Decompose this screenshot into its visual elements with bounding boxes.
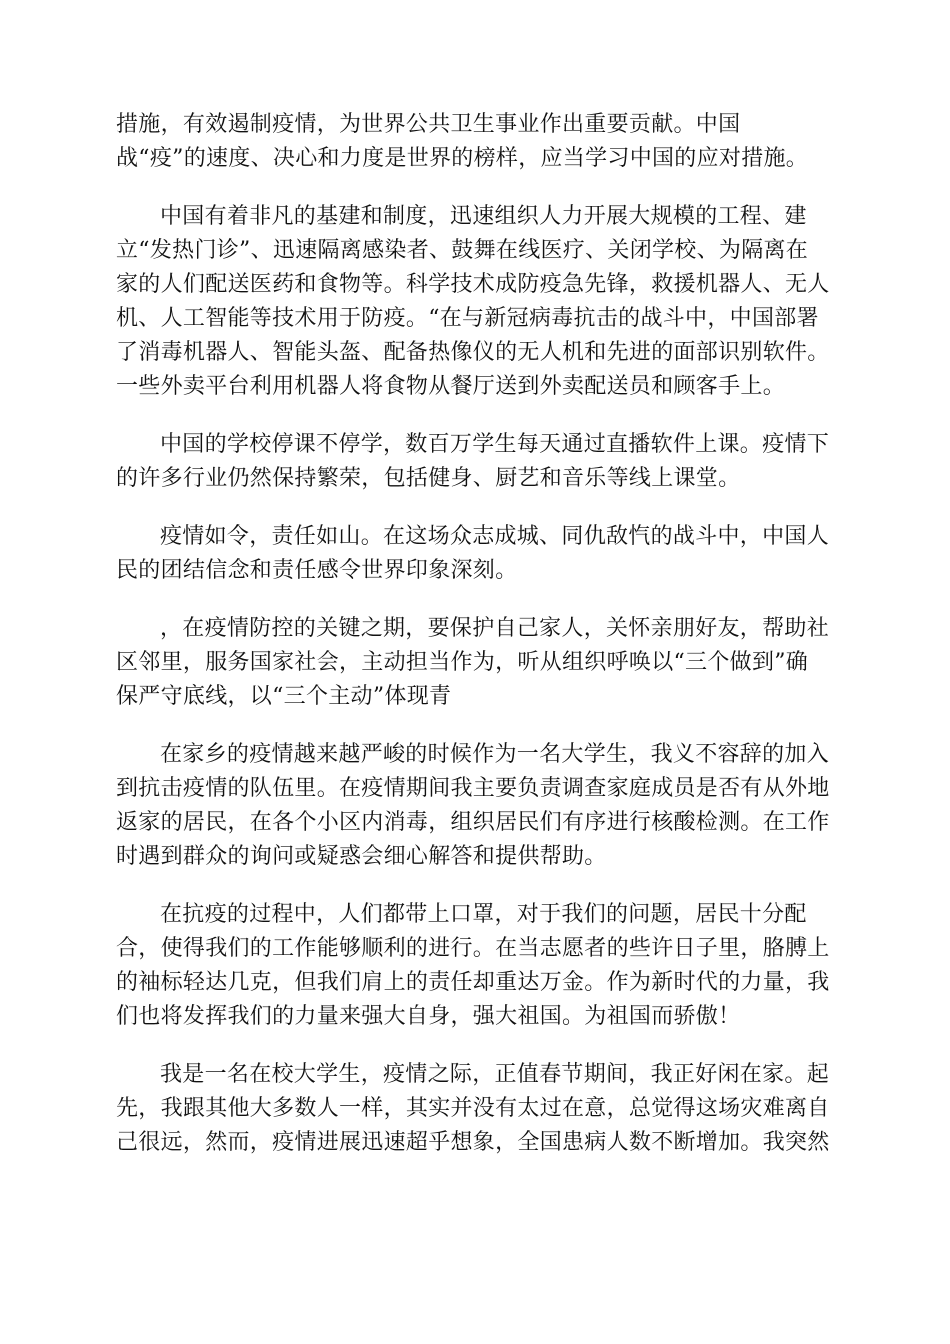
text-line: 在抗疫的过程中，人们都带上口罩，对于我们的问题，居民十分配 [160, 902, 807, 927]
text-line: 保严守底线，以“三个主动”体现青 [116, 684, 452, 709]
text-line: 的许多行业仍然保持繁荣，包括健身、厨艺和音乐等线上课堂。 [116, 466, 741, 491]
paragraph [116, 1058, 836, 1160]
text-line: 立“发热门诊”、迅速隔离感染者、鼓舞在线医疗、关闭学校、为隔离在 [116, 238, 809, 263]
text-line: 们也将发挥我们的力量来强大自身，强大祖国。为祖国而骄傲！ [116, 1004, 741, 1029]
text-line: 我是一名在校大学生，疫情之际，正值春节期间，我正好闲在家。起 [160, 1062, 830, 1087]
text-line: 家的人们配送医药和食物等。科学技术成防疫急先锋，救援机器人、无人 [116, 272, 830, 297]
text-line: 中国的学校停课不停学，数百万学生每天通过直播软件上课。疫情下 [160, 432, 830, 457]
text-line: 返家的居民，在各个小区内消毒，组织居民们有序进行核酸检测。在工作 [116, 810, 830, 835]
text-line: 在家乡的疫情越来越严峻的时候作为一名大学生，我义不容辞的加入 [160, 742, 830, 767]
text-line: 合，使得我们的工作能够顺利的进行。在当志愿者的些许日子里，胳膊上 [116, 936, 830, 961]
text-line: 民的团结信念和责任感令世界印象深刻。 [116, 558, 518, 583]
text-line: 的袖标轻达几克，但我们肩上的责任却重达万金。作为新时代的力量，我 [116, 970, 830, 995]
text-line: 措施，有效遏制疫情，为世界公共卫生事业作出重要贡献。中国 [116, 112, 741, 137]
document-body [116, 108, 836, 1184]
paragraph [116, 738, 836, 874]
paragraph [116, 520, 836, 588]
text-line: 区邻里，服务国家社会，主动担当作为，听从组织呼唤以“三个做到”确 [116, 650, 809, 675]
text-line: 疫情如令，责任如山。在这场众志成城、同仇敌忾的战斗中，中国人 [160, 524, 830, 549]
paragraph [116, 898, 836, 1034]
text-line: ，在疫情防控的关键之期，要保护自己家人，关怀亲朋好友，帮助社 [160, 616, 830, 641]
text-line: 先，我跟其他大多数人一样，其实并没有太过在意，总觉得这场灾难离自 [116, 1096, 830, 1121]
paragraph [116, 200, 836, 404]
text-line: 一些外卖平台利用机器人将食物从餐厅送到外卖配送员和顾客手上。 [116, 374, 786, 399]
text-line: 了消毒机器人、智能头盔、配备热像仪的无人机和先进的面部识别软件。 [116, 340, 830, 365]
text-line: 中国有着非凡的基建和制度，迅速组织人力开展大规模的工程、建 [160, 204, 807, 229]
text-line: 战“疫”的速度、决心和力度是世界的榜样，应当学习中国的应对措施。 [116, 146, 809, 171]
text-line: 机、人工智能等技术用于防疫。“在与新冠病毒抗击的战斗中，中国部署 [116, 306, 819, 331]
paragraph [116, 428, 836, 496]
paragraph [116, 612, 836, 714]
paragraph [116, 108, 836, 176]
text-line: 己很远，然而，疫情进展迅速超乎想象，全国患病人数不断增加。我突然 [116, 1130, 830, 1155]
text-line: 时遇到群众的询问或疑惑会细心解答和提供帮助。 [116, 844, 607, 869]
text-line: 到抗击疫情的队伍里。在疫情期间我主要负责调查家庭成员是否有从外地 [116, 776, 830, 801]
